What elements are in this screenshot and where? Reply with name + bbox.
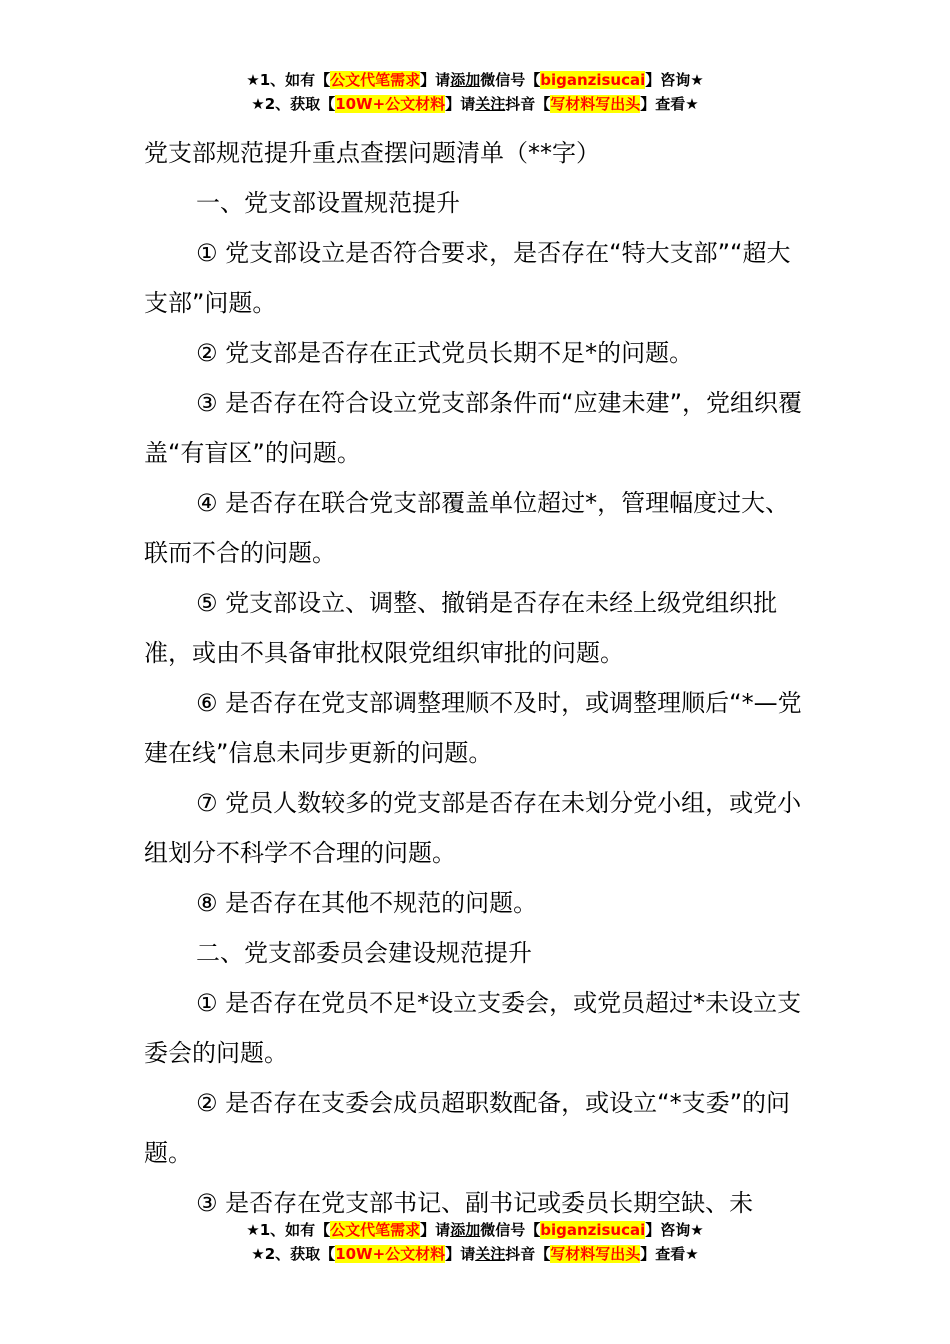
paragraph: ① 是否存在党员不足*设立支委会，或党员超过*未设立支委会的问题。 [144,989,802,1067]
banner-highlight: 10W+公文材料 [335,95,446,113]
banner-text: ★1、如有【 [246,71,331,89]
banner-text: 抖音【 [505,1245,551,1263]
banner-line-2 [0,1242,950,1266]
banner-text: 】咨询★ [645,1221,704,1239]
banner-highlight: 10W+公文材料 [335,1245,446,1263]
paragraph: ② 是否存在支委会成员超职数配备，或设立“*支委”的问题。 [144,1089,791,1167]
banner-line-1 [0,1218,950,1242]
banner-text: 】查看★ [640,1245,699,1263]
paragraph: ⑤ 党支部设立、调整、撤销是否存在未经上级党组织批准，或由不具备审批权限党组织审批的问题。 [144,589,778,667]
banner-highlight: 写材料写出头 [550,1245,641,1263]
banner-text: 】查看★ [640,95,699,113]
banner-text: 抖音【 [505,95,551,113]
banner-highlight: 写材料写出头 [550,95,641,113]
banner-underline: 添加 [450,71,481,89]
paragraph: ④ 是否存在联合党支部覆盖单位超过*，管理幅度过大、联而不合的问题。 [144,489,790,567]
section-heading: 一、党支部设置规范提升 [196,189,460,217]
footer-banner [0,1218,950,1266]
banner-text: 】请 [420,71,451,89]
banner-underline: 关注 [475,95,506,113]
paragraph: ② 党支部是否存在正式党员长期不足*的问题。 [196,339,694,367]
banner-text: ★2、获取【 [251,95,336,113]
banner-text: ★1、如有【 [246,1221,331,1239]
banner-highlight: biganzisucai [540,71,646,89]
banner-text: 微信号【 [480,71,541,89]
banner-underline: 关注 [475,1245,506,1263]
paragraph: ③ 是否存在党支部书记、副书记或委员长期空缺、未 [196,1189,754,1217]
paragraph: ⑥ 是否存在党支部调整理顺不及时，或调整理顺后“*—党建在线”信息未同步更新的问题。 [144,689,802,767]
paragraph: ① 党支部设立是否符合要求，是否存在“特大支部”“超大支部”问题。 [144,239,791,317]
paragraph: ⑧ 是否存在其他不规范的问题。 [196,889,538,917]
banner-highlight: 公文代笔需求 [330,1221,421,1239]
banner-line-1 [0,68,950,92]
document-title: 党支部规范提升重点查摆问题清单（**字） [144,139,600,167]
paragraph: ③ 是否存在符合设立党支部条件而“应建未建”，党组织覆盖“有盲区”的问题。 [144,389,803,467]
header-banner [0,68,950,116]
banner-text: 】请 [445,95,476,113]
banner-highlight: biganzisucai [540,1221,646,1239]
paragraph: ⑦ 党员人数较多的党支部是否存在未划分党小组，或党小组划分不科学不合理的问题。 [144,789,802,867]
document-body [144,128,809,1228]
banner-text: 】咨询★ [645,71,704,89]
banner-underline: 添加 [450,1221,481,1239]
banner-text: 】请 [445,1245,476,1263]
banner-highlight: 公文代笔需求 [330,71,421,89]
banner-text: ★2、获取【 [251,1245,336,1263]
banner-text: 】请 [420,1221,451,1239]
section-heading: 二、党支部委员会建设规范提升 [196,939,532,967]
banner-text: 微信号【 [480,1221,541,1239]
banner-line-2 [0,92,950,116]
